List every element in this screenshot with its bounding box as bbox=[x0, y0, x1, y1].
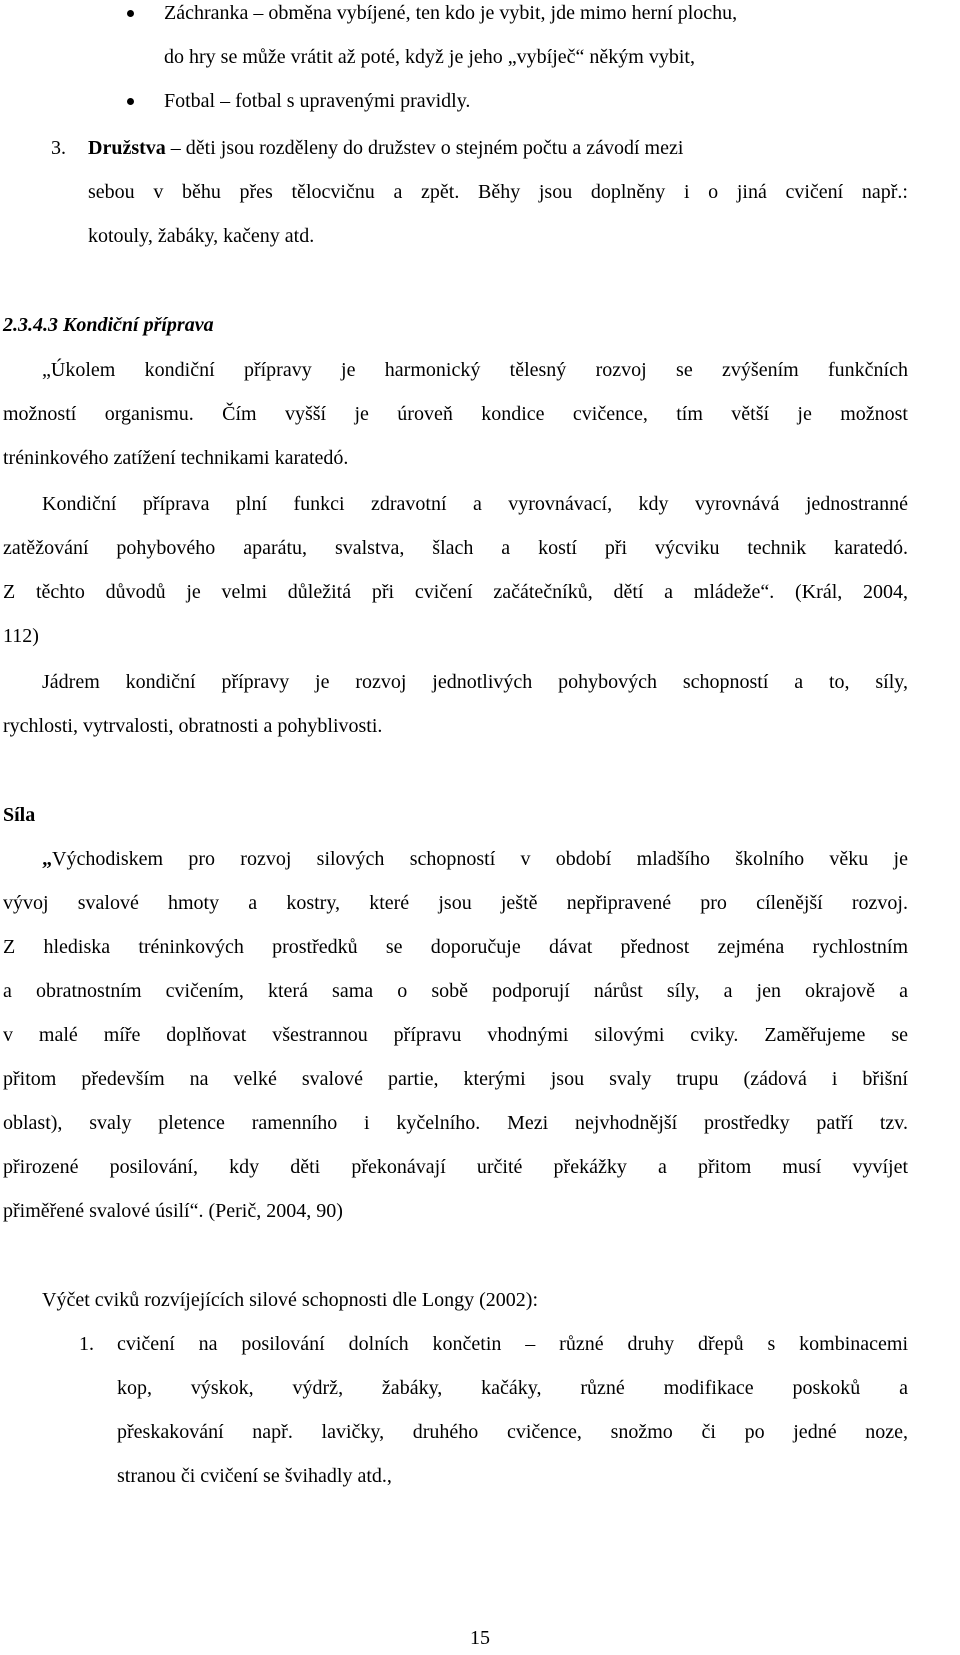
quote-mark: „ bbox=[42, 848, 52, 870]
list-number: 1. bbox=[79, 1333, 94, 1355]
paragraph-line: zatěžování pohybového aparátu, svalstva, šlach a kostí při výcviku technik karatedó. bbox=[3, 537, 908, 559]
paragraph-line: tréninkového zatížení technikami karatedó. bbox=[3, 447, 349, 469]
paragraph-line: přirozené posilování, kdy děti překonávají určité překážky a přitom musí vyvíjet bbox=[3, 1156, 908, 1178]
list-item-line: cvičení na posilování dolních končetin – různé druhy dřepů s kombinacemi bbox=[117, 1333, 908, 1355]
bullet-icon bbox=[127, 98, 134, 105]
paragraph-line: vývoj svalové hmoty a kostry, které jsou ještě nepřipravené pro cílenější rozvoj. bbox=[3, 892, 908, 914]
paragraph-line: a obratnostním cvičením, která sama o sobě podporují nárůst síly, a jen okrajově a bbox=[3, 980, 908, 1002]
bullet-line: Fotbal – fotbal s upravenými pravidly. bbox=[164, 90, 471, 112]
section-heading: 2.3.4.3 Kondiční příprava bbox=[3, 314, 214, 336]
list-item-line: přeskakování např. lavičky, druhého cvičence, snožmo či po jedné noze, bbox=[117, 1421, 908, 1443]
paragraph-line: přiměřené svalové úsilí“. (Perič, 2004, 90) bbox=[3, 1200, 343, 1222]
paragraph-line: v malé míře doplňovat všestrannou přípravu vhodnými silovými cviky. Zaměřujeme se bbox=[3, 1024, 908, 1046]
bullet-line: Záchranka – obměna vybíjené, ten kdo je vybit, jde mimo herní plochu, bbox=[164, 2, 738, 24]
page-number: 15 bbox=[470, 1627, 490, 1649]
bullet-line: do hry se může vrátit až poté, když je jeho „vybíječ“ někým vybit, bbox=[164, 46, 695, 68]
paragraph-line: Z hlediska tréninkových prostředků se doporučuje dávat přednost zejména rychlostním bbox=[3, 936, 908, 958]
paragraph-line: přitom především na velké svalové partie, kterými jsou svaly trupu (zádová i břišní bbox=[3, 1068, 908, 1090]
item-bold-term: Družstva bbox=[88, 137, 166, 159]
list-item-line: stranou či cvičení se švihadly atd., bbox=[117, 1465, 392, 1487]
paragraph-line: možností organismu. Čím vyšší je úroveň kondice cvičence, tím větší je možnost bbox=[3, 403, 908, 425]
list-item-line: kotouly, žabáky, kačeny atd. bbox=[88, 225, 315, 247]
paragraph-line: rychlosti, vytrvalosti, obratnosti a pohyblivosti. bbox=[3, 715, 383, 737]
list-item-line: kop, výskok, výdrž, žabáky, kačáky, různé modifikace poskoků a bbox=[117, 1377, 908, 1399]
paragraph-line: Jádrem kondiční přípravy je rozvoj jednotlivých pohybových schopností a to, síly, bbox=[42, 671, 908, 693]
list-number: 3. bbox=[51, 137, 66, 159]
paragraph-line: Kondiční příprava plní funkci zdravotní a vyrovnávací, kdy vyrovnává jednostranné bbox=[42, 493, 908, 515]
paragraph-line: „Úkolem kondiční přípravy je harmonický tělesný rozvoj se zvýšením funkčních bbox=[42, 359, 908, 381]
list-item-line bbox=[88, 135, 908, 161]
bullet-icon bbox=[127, 10, 134, 17]
paragraph-text: Východiskem pro rozvoj silových schopností v období mladšího školního věku je bbox=[52, 848, 908, 870]
subsection-heading: Síla bbox=[3, 804, 36, 826]
paragraph-line: 112) bbox=[3, 625, 39, 647]
list-item-line: sebou v běhu přes tělocvičnu a zpět. Běhy jsou doplněny i o jiná cvičení např.: bbox=[88, 181, 908, 203]
paragraph-line bbox=[42, 846, 908, 872]
list-intro: Výčet cviků rozvíjejících silové schopnosti dle Longy (2002): bbox=[42, 1289, 538, 1311]
paragraph-line: Z těchto důvodů je velmi důležitá při cvičení začátečníků, dětí a mládeže“. (Král, 2004, bbox=[3, 581, 908, 603]
item-text: – děti jsou rozděleny do družstev o stejném počtu a závodí mezi bbox=[165, 137, 684, 159]
paragraph-line: oblast), svaly pletence ramenního i kyčelního. Mezi nejvhodnější prostředky patří tzv. bbox=[3, 1112, 908, 1134]
